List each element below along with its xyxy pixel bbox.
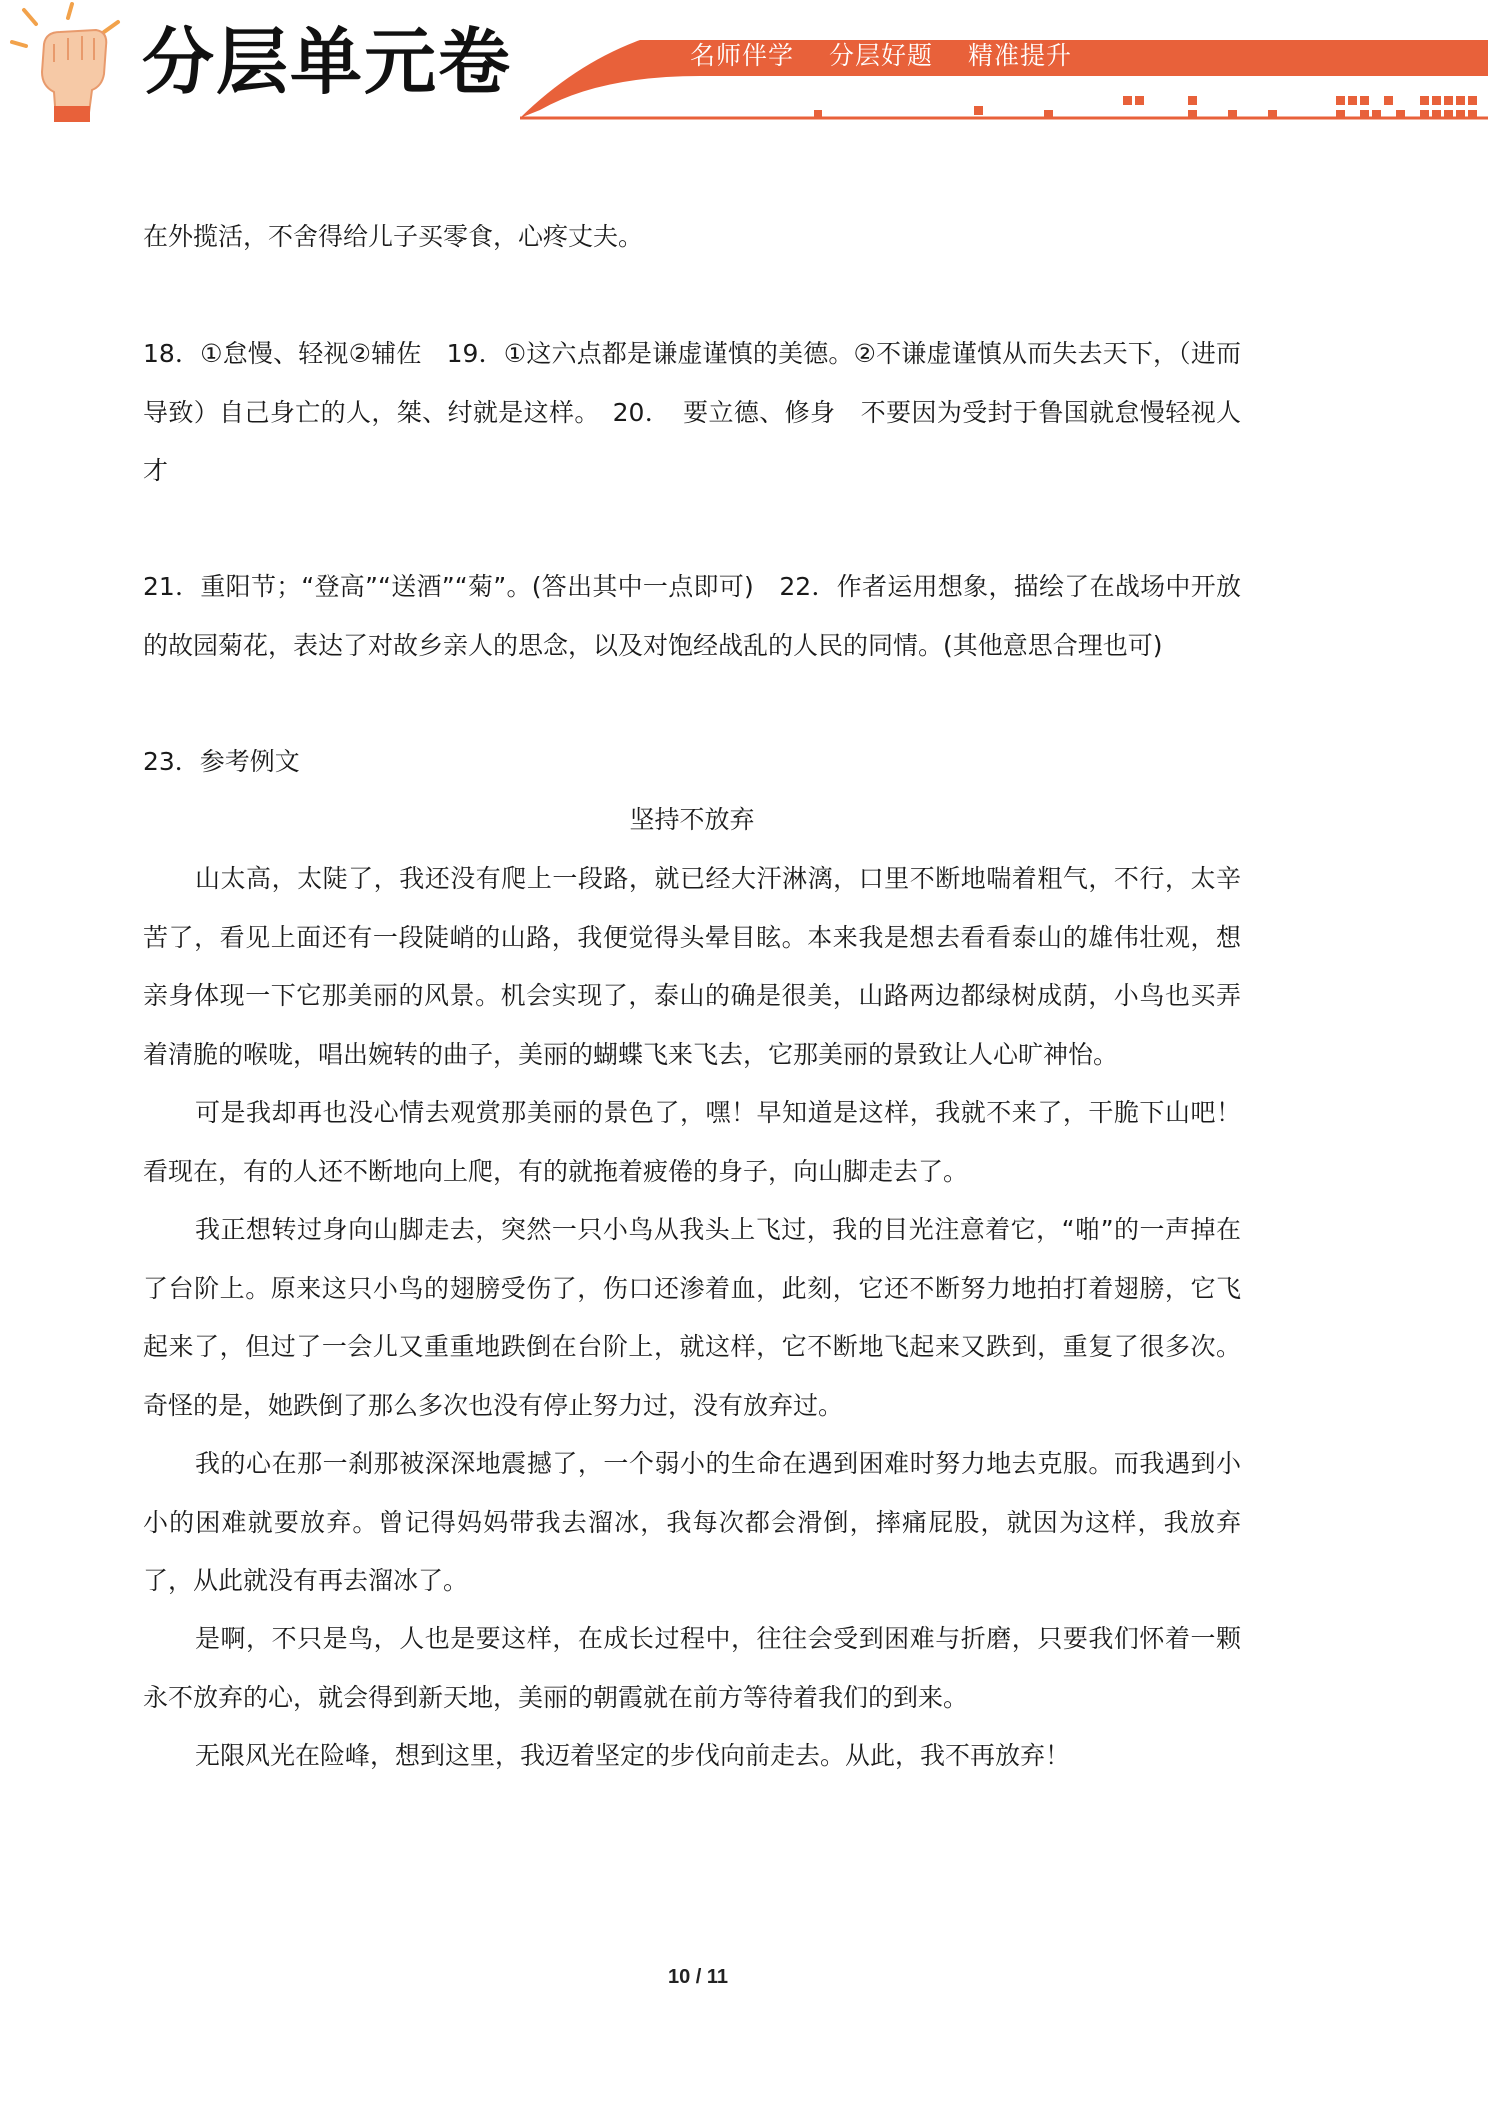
header-slogan: [690, 43, 1098, 68]
answer-q21-22: 21．重阳节；“登高”“送酒”“菊”。(答出其中一点即可) 22．作者运用想象，描绘了在战场中开放的故园菊花，表达了对故乡亲人的思念，以及对饱经战乱的人民的同情。(其他意思合理也可): [143, 572, 1241, 660]
essay-title: 坚持不放弃: [629, 805, 755, 834]
slogan-item-2: 分层好题: [828, 41, 933, 70]
brand-title: 分层单元卷: [142, 20, 513, 104]
essay-paragraph-2: 可是我却再也没心情去观赏那美丽的景色了，嘿！早知道是这样，我就不来了，干脆下山吧！看现在，有的人还不断地向上爬，有的就拖着疲倦的身子，向山脚走去了。: [143, 1098, 1241, 1186]
slogan-item-3: 精准提升: [967, 41, 1072, 70]
raised-fist-icon: [8, 2, 138, 127]
essay-paragraph-5: 是啊，不只是鸟，人也是要这样，在成长过程中，往往会受到困难与折磨，只要我们怀着一颗永不放弃的心，就会得到新天地，美丽的朝霞就在前方等待着我们的到来。: [143, 1624, 1241, 1712]
answer-q23-label: 23．参考例文: [143, 747, 300, 776]
answer-line-top: 在外揽活，不舍得给儿子买零食，心疼丈夫。: [143, 222, 644, 251]
answer-q18-20: 18．①怠慢、轻视②辅佐 19．①这六点都是谦虚谨慎的美德。②不谦虚谨慎从而失去天下，（进而导致）自己身亡的人，桀、纣就是这样。 20． 要立德、修身 不要因为受封于鲁国就怠慢轻视人才: [143, 339, 1241, 485]
essay-paragraph-3: 我正想转过身向山脚走去，突然一只小鸟从我头上飞过，我的目光注意着它，“啪”的一声掉在了台阶上。原来这只小鸟的翅膀受伤了，伤口还渗着血，此刻，它还不断努力地拍打着翅膀，它飞起来了，但过了一会儿又重重地跌倒在台阶上，就这样，它不断地飞起来又跌到，重复了很多次。奇怪的是，她跌倒了那么多次也没有停止努力过，没有放弃过。: [143, 1215, 1241, 1420]
page-header: [0, 0, 1488, 125]
essay-paragraph-6: 无限风光在险峰，想到这里，我迈着坚定的步伐向前走去。从此，我不再放弃！: [195, 1741, 1071, 1770]
essay-paragraph-1: 山太高，太陡了，我还没有爬上一段路，就已经大汗淋漓，口里不断地喘着粗气，不行，太辛苦了，看见上面还有一段陡峭的山路，我便觉得头晕目眩。本来我是想去看看泰山的雄伟壮观，想亲身体现一下它那美丽的风景。机会实现了，泰山的确是很美，山路两边都绿树成荫，小鸟也买弄着清脆的喉咙，唱出婉转的曲子，美丽的蝴蝶飞来飞去，它那美丽的景致让人心旷神怡。: [143, 864, 1241, 1069]
slogan-item-1: 名师伴学: [690, 41, 795, 70]
essay-paragraph-4: 我的心在那一刹那被深深地震撼了，一个弱小的生命在遇到困难时努力地去克服。而我遇到小小的困难就要放弃。曾记得妈妈带我去溜冰，我每次都会滑倒，摔痛屁股，就因为这样，我放弃了，从此就没有再去溜冰了。: [143, 1449, 1241, 1595]
page-number: 10 / 11: [667, 1966, 729, 1988]
